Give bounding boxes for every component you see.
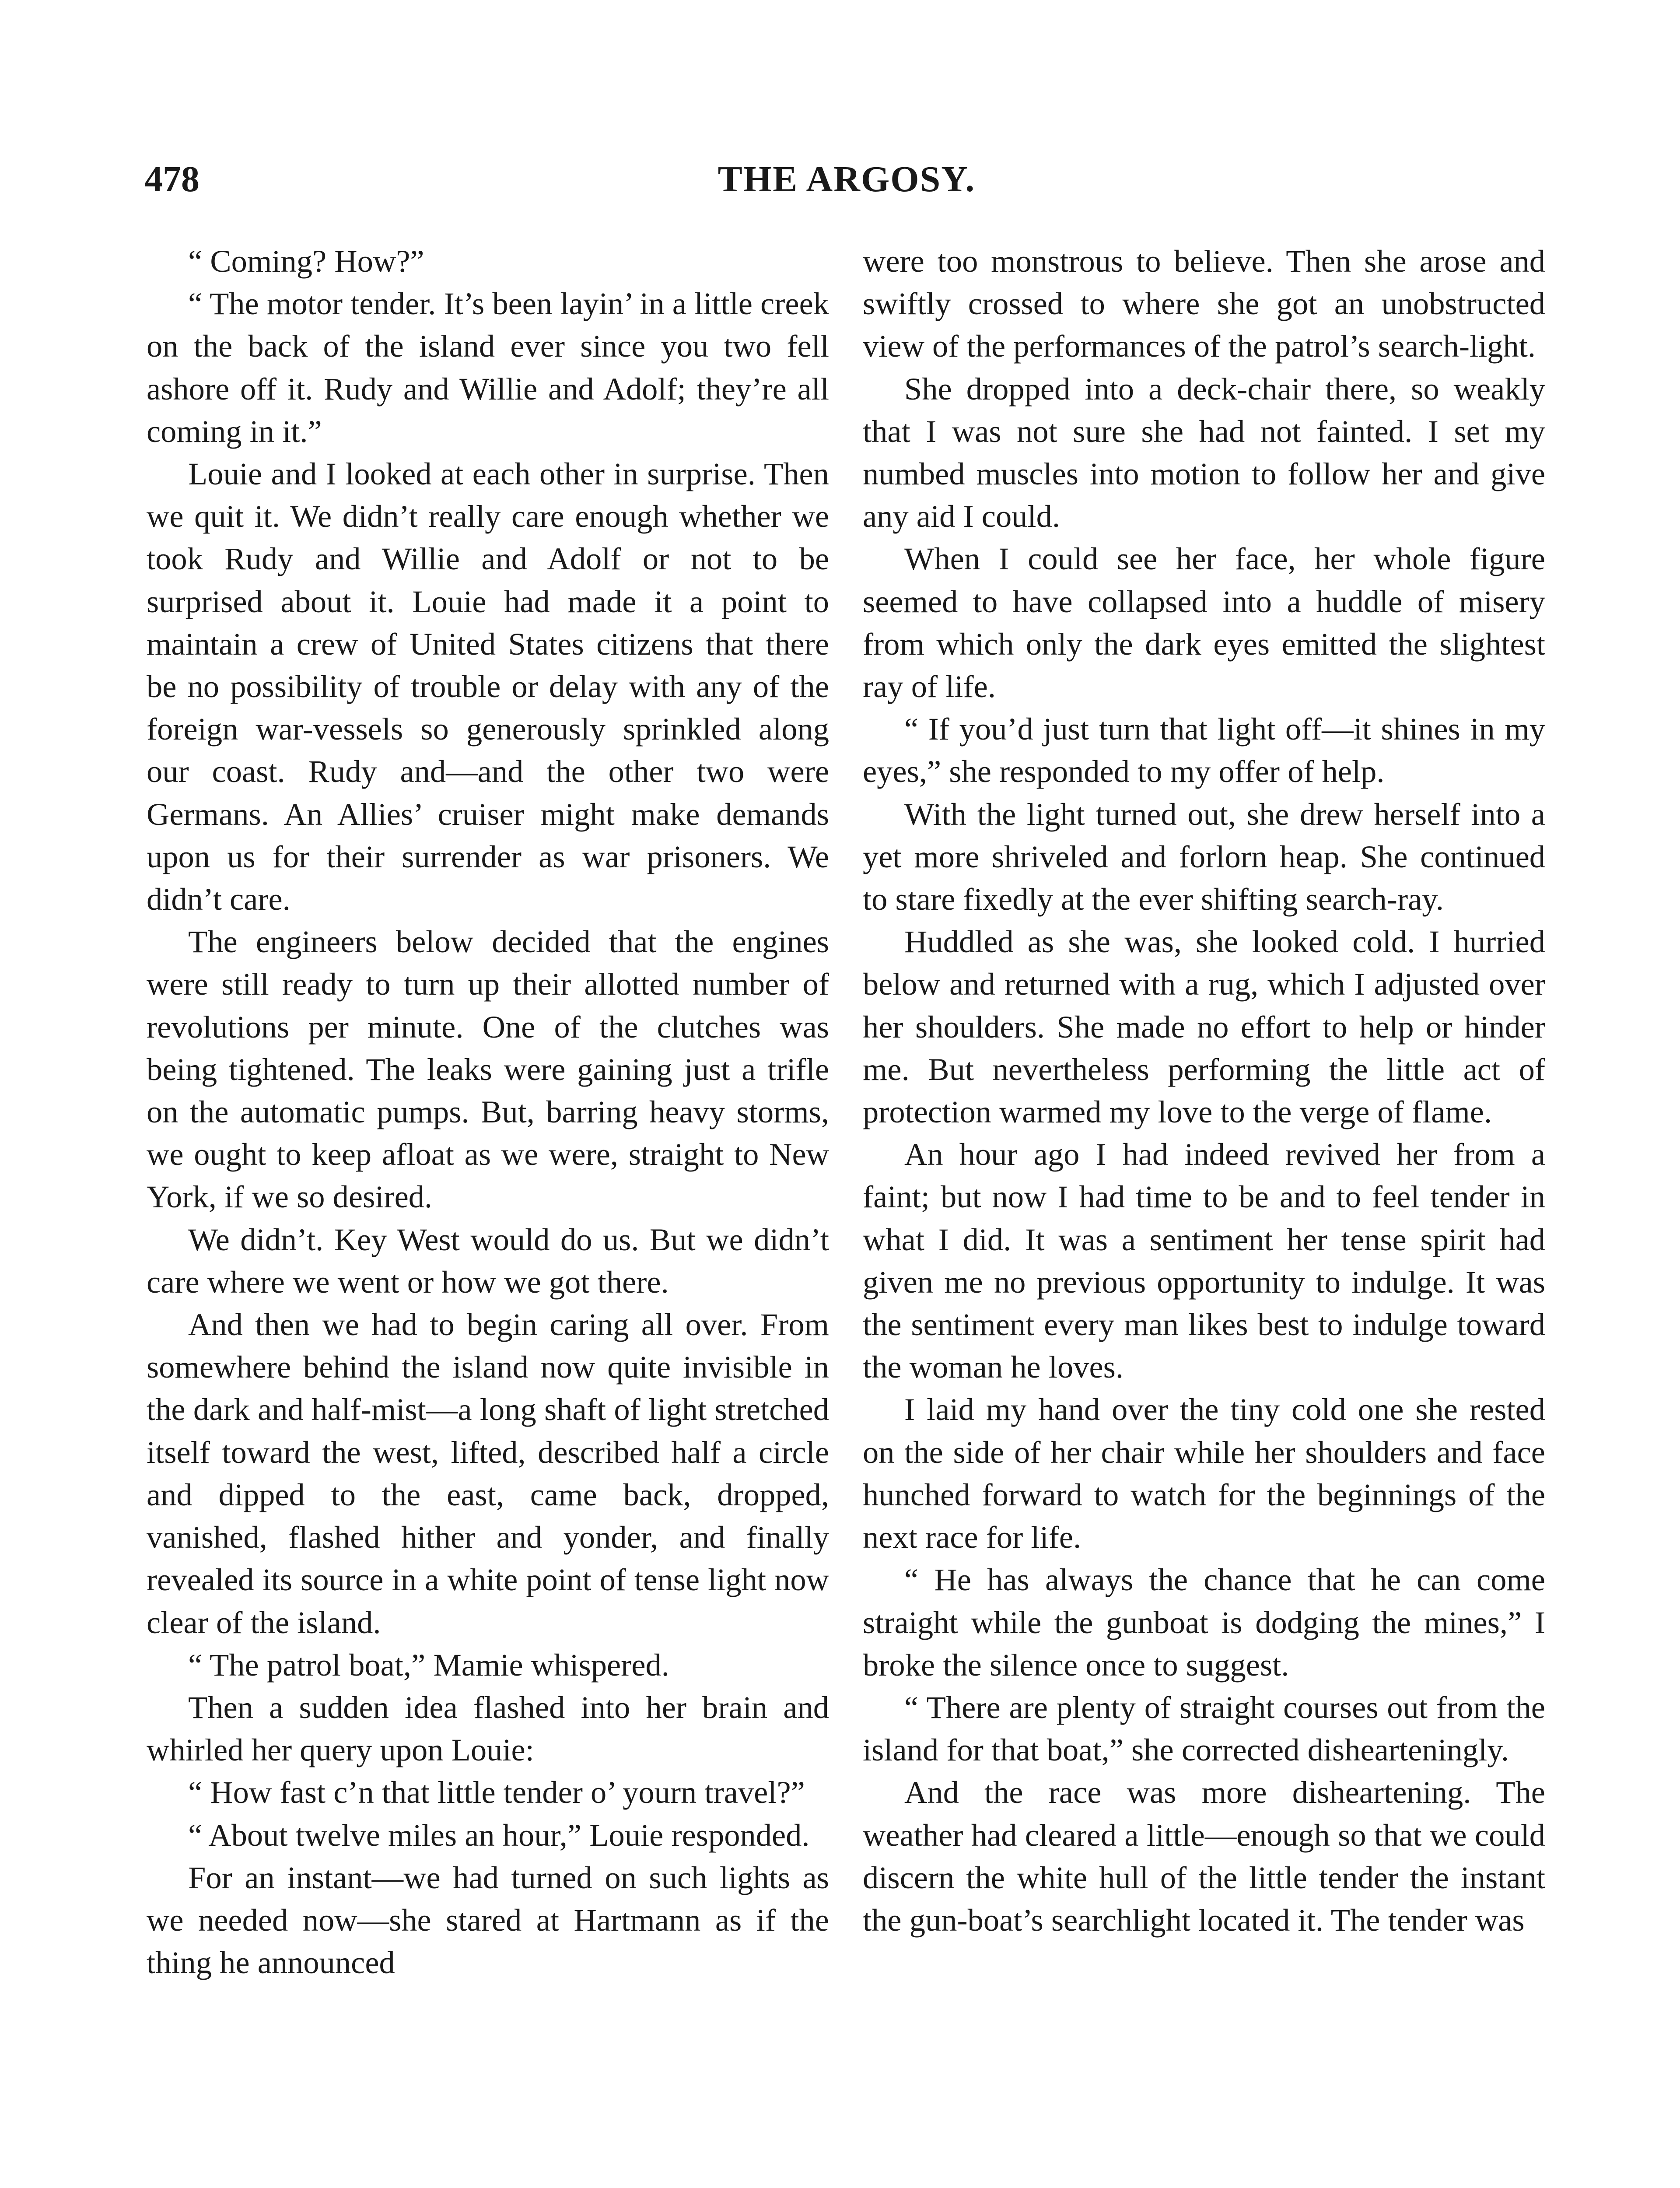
paragraph: I laid my hand over the tiny cold one she rested on the side of her chair while her shoulders and face hunched forward to watch for the beginnings of the next race for life.	[863, 1392, 1545, 1555]
paragraph: “ About twelve miles an hour,” Louie responded.	[188, 1817, 810, 1853]
page-number: 478	[144, 159, 200, 200]
paragraph: When I could see her face, her whole figure seemed to have collapsed into a huddle of misery from which only the dark eyes emitted the slightest ray of life.	[863, 541, 1545, 705]
paragraph: The engineers below decided that the engines were still ready to turn up their allotted number of revolutions per minute. One of the clutches was being tightened. The leaks were gaining just a trifle on the automatic pumps. But, barring heavy storms, we ought to keep afloat as we were, straight to New York, if we so desired.	[147, 924, 829, 1215]
running-title: THE ARGOSY.	[718, 159, 976, 200]
paragraph: For an instant—we had turned on such lights as we needed now—she stared at Hartmann as if the thing he announced	[147, 1859, 829, 1981]
paragraph: And then we had to begin caring all over. From somewhere behind the island now quite invisible in the dark and half-mist—a long shaft of light stretched itself toward the west, lifted, described half a circle and dipped to the east, came back, dropped, vanished, flashed hither and yonder, and finally revealed its source in a white point of tense light now clear of the island.	[147, 1307, 829, 1640]
paragraph: “ The motor tender. It’s been layin’ in a little creek on the back of the island ever since you two fell ashore off it. Rudy and Willie and Adolf; they’re all coming in it.”	[147, 286, 829, 449]
paragraph: “ If you’d just turn that light off—it shines in my eyes,” she responded to my offer of help.	[863, 711, 1545, 789]
paragraph: “ How fast c’n that little tender o’ yourn travel?”	[188, 1774, 805, 1810]
paragraph: Louie and I looked at each other in surprise. Then we quit it. We didn’t really care enough whether we took Rudy and Willie and Adolf or not to be surprised about it. Louie had made it a point to maintain a crew of United States citizens that there be no possibility of trouble or delay with any of the foreign war-vessels so generously sprinkled along our coast. Rudy and—and the other two were Germans. An Allies’ cruiser might make demands upon us for their surrender as war prisoners. We didn’t care.	[147, 456, 829, 917]
right-column	[863, 240, 1545, 1941]
paragraph: “ Coming? How?”	[188, 243, 424, 279]
paragraph: were too monstrous to believe. Then she arose and swiftly crossed to where she got an unobstructed view of the performances of the patrol’s search-light.	[863, 243, 1545, 364]
paragraph: With the light turned out, she drew herself into a yet more shriveled and forlorn heap. She continued to stare fixedly at the ever shifting search-ray.	[863, 796, 1545, 917]
paragraph: Then a sudden idea flashed into her brain and whirled her query upon Louie:	[147, 1689, 829, 1768]
paragraph: And the race was more disheartening. The weather had cleared a little—enough so that we could discern the white hull of the little tender the instant the gun-boat’s searchlight located it. The tender was	[863, 1774, 1545, 1938]
page-header	[144, 158, 1549, 210]
left-column	[147, 240, 829, 1984]
paragraph: We didn’t. Key West would do us. But we didn’t care where we went or how we got there.	[147, 1221, 829, 1300]
paragraph: An hour ago I had indeed revived her from a faint; but now I had time to be and to feel tender in what I did. It was a sentiment her tense spirit had given me no previous opportunity to indulge. It was the sentiment every man likes best to indulge toward the woman he loves.	[863, 1136, 1545, 1385]
paragraph: Huddled as she was, she looked cold. I hurried below and returned with a rug, which I adjusted over her shoulders. She made no effort to help or hinder me. But nevertheless performing the little act of protection warmed my love to the verge of flame.	[863, 924, 1545, 1130]
paragraph: “ He has always the chance that he can come straight while the gunboat is dodging the mines,” I broke the silence once to suggest.	[863, 1562, 1545, 1683]
paragraph: She dropped into a deck-chair there, so weakly that I was not sure she had not fainted. I set my numbed muscles into motion to follow her and give any aid I could.	[863, 371, 1545, 534]
paragraph: “ The patrol boat,” Mamie whispered.	[188, 1647, 669, 1683]
paragraph: “ There are plenty of straight courses out from the island for that boat,” she corrected dishearteningly.	[863, 1689, 1545, 1768]
